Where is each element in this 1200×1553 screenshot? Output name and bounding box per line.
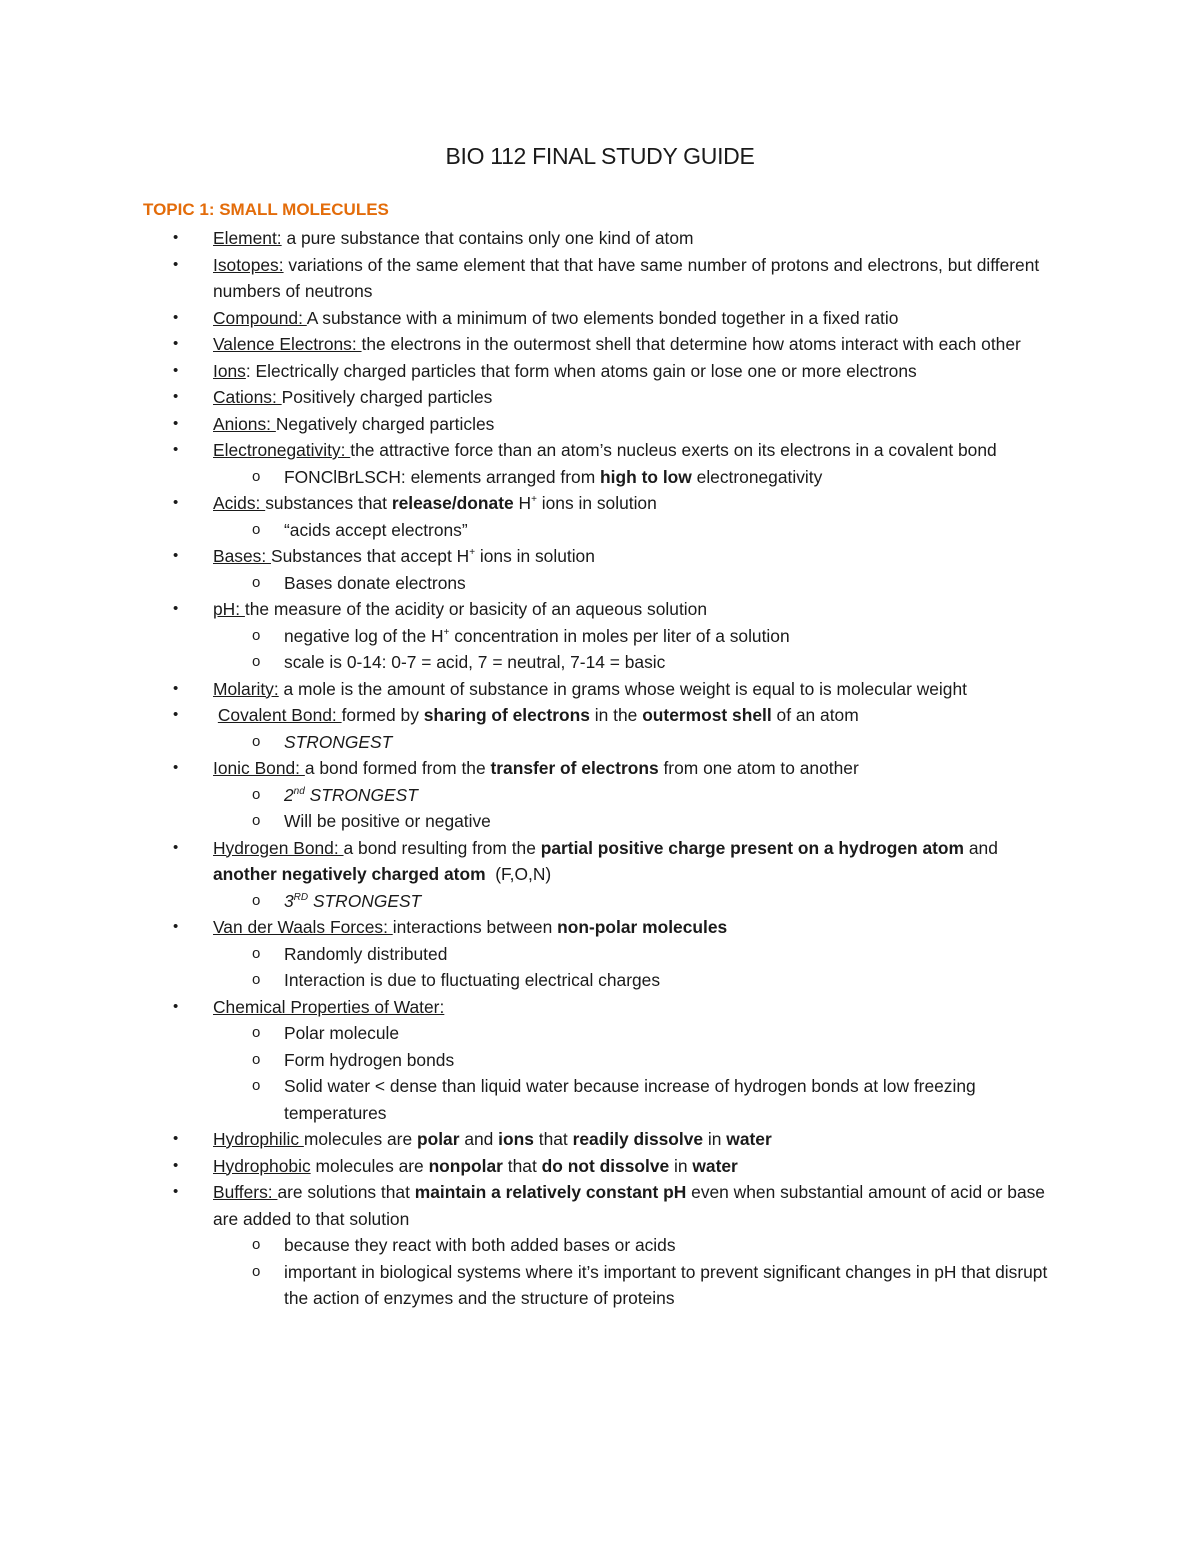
list-item <box>173 384 1060 411</box>
body-text: H <box>513 493 532 513</box>
list-item <box>173 331 1060 358</box>
sub-bullet-icon: o <box>252 1077 261 1094</box>
body-text: of an atom <box>771 705 859 725</box>
emphasis-text: nonpolar <box>428 1155 503 1176</box>
body-text: in the <box>589 705 643 725</box>
emphasis-text: readily dissolve <box>572 1129 704 1149</box>
body-text: the measure of the acidity or basicity of an aqueous solution <box>244 599 707 619</box>
term-label: Element: <box>213 228 282 248</box>
bullet-icon: • <box>173 706 179 723</box>
list-item <box>173 994 1060 1021</box>
body-text: Randomly distributed <box>284 943 448 964</box>
bullet-icon: • <box>173 1183 179 1200</box>
body-text: electronegativity <box>691 466 823 487</box>
sub-bullet-icon: o <box>252 785 261 803</box>
term-label: Acids: <box>213 493 266 513</box>
term-label: Van der Waals Forces: <box>213 917 393 937</box>
list-item <box>173 1153 1060 1180</box>
list-item <box>173 437 1060 464</box>
body-text: Polar molecule <box>284 1023 400 1043</box>
term-label: Compound: <box>213 307 307 328</box>
list-item <box>173 914 1060 941</box>
emphasis-text: ions <box>498 1129 534 1149</box>
list-item <box>173 676 1060 703</box>
emphasis-text: outermost shell <box>642 705 772 725</box>
bullet-icon: • <box>173 308 179 326</box>
list-item <box>173 755 1060 782</box>
sub-list-item <box>252 941 1060 968</box>
body-text: Substances that accept H <box>271 546 470 566</box>
body-text: a bond formed from the <box>304 758 491 778</box>
sub-list-item <box>252 517 1060 544</box>
italic-text: 3 <box>284 890 294 911</box>
body-text: ions in solution <box>475 546 595 566</box>
sub-list-item <box>252 464 1060 491</box>
sub-bullet-icon: o <box>252 891 261 909</box>
list-item <box>173 1179 1060 1232</box>
list-item <box>173 411 1060 438</box>
bullet-icon: • <box>173 388 179 405</box>
emphasis-text: do not dissolve <box>541 1155 670 1176</box>
bullet-icon: • <box>173 997 179 1015</box>
superscript-text: + <box>531 494 537 506</box>
list-item <box>173 702 1060 729</box>
italic-text: STRONGEST <box>308 890 422 911</box>
body-text: are solutions that <box>277 1182 415 1202</box>
term-label: Hydrophilic <box>213 1129 304 1149</box>
term-label: pH: <box>213 599 245 619</box>
body-text: Interaction is due to fluctuating electrical charges <box>284 970 661 990</box>
emphasis-text: maintain a relatively constant pH <box>414 1182 687 1202</box>
superscript-text: + <box>443 626 450 638</box>
list-item <box>173 252 1060 305</box>
body-text: interactions between <box>392 917 558 937</box>
bullet-icon: • <box>173 838 179 856</box>
body-text: the electrons in the outermost shell that determine how atoms interact with each other <box>361 334 1021 354</box>
sub-bullet-icon: o <box>252 1050 261 1068</box>
italic-text: 2 <box>284 784 294 805</box>
body-text: the attractive force than an atom’s nucleus exerts on its electrons in a covalent bond <box>350 440 997 460</box>
body-text: FONClBrLSCH: elements arranged from <box>284 466 601 487</box>
bullet-icon: • <box>173 759 179 776</box>
term-label: Isotopes: <box>213 254 284 275</box>
body-text: variations of the same element that that have same number of protons and electrons, but different numbers of neutrons <box>213 254 1045 301</box>
body-text: formed by <box>341 705 424 725</box>
list-item <box>173 835 1060 888</box>
list-item <box>173 305 1060 332</box>
body-text: “acids accept electrons” <box>284 519 468 540</box>
body-text: and <box>459 1129 499 1149</box>
bullet-icon: • <box>173 679 179 697</box>
sub-list-item <box>252 649 1060 676</box>
body-text: scale is 0-14: 0-7 = acid, 7 = neutral, 7-14 = basic <box>284 652 666 672</box>
list-item <box>173 225 1060 252</box>
body-text: Positively charged particles <box>281 387 493 407</box>
emphasis-text: to low <box>641 466 692 487</box>
emphasis-text: high <box>600 466 637 487</box>
sub-bullet-icon: o <box>252 467 261 485</box>
italic-text: STRONGEST <box>304 784 418 805</box>
superscript-text: RD <box>293 891 309 903</box>
sub-bullet-icon: o <box>252 520 261 538</box>
sub-list-item <box>252 729 1060 756</box>
body-text: from one atom to another <box>658 758 859 778</box>
emphasis-text: non-polar molecules <box>557 917 728 937</box>
study-guide-list <box>0 225 1200 1312</box>
body-text: Solid water < dense than liquid water because increase of hydrogen bonds at low freezing temperatures <box>284 1076 981 1123</box>
sub-list-item <box>252 782 1060 809</box>
superscript-text: nd <box>293 785 305 797</box>
bullet-icon: • <box>173 600 179 617</box>
sub-bullet-icon: o <box>252 573 261 591</box>
body-text: important in biological systems where it’s important to prevent significant changes in pH that disrupt the action of enzymes and the structure of proteins <box>284 1261 1053 1308</box>
sub-list-item <box>252 570 1060 597</box>
sub-list-item <box>252 623 1060 650</box>
body-text: A substance with a minimum of two elements bonded together in a fixed ratio <box>306 307 899 328</box>
sub-list-item <box>252 1047 1060 1074</box>
body-text: in <box>703 1129 727 1149</box>
sub-bullet-icon: o <box>252 732 261 750</box>
emphasis-text: release/donate <box>391 493 514 513</box>
term-label: Electronegativity: <box>213 440 351 460</box>
sub-bullet-icon: o <box>252 944 261 962</box>
term-label: Chemical Properties of Water: <box>213 996 445 1017</box>
body-text: that <box>502 1155 542 1176</box>
term-label: Anions: <box>213 413 276 434</box>
emphasis-text: another negatively charged atom <box>213 864 486 884</box>
list-item <box>173 358 1060 385</box>
emphasis-text: water <box>726 1129 772 1149</box>
sub-list-item <box>252 1259 1060 1312</box>
body-text: (F,O,N) <box>485 864 552 884</box>
body-text: a mole is the amount of substance in grams whose weight is equal to is molecular weight <box>278 678 967 699</box>
bullet-icon: • <box>173 441 179 458</box>
body-text: Will be positive or negative <box>284 811 491 831</box>
body-text: ions in solution <box>536 493 657 513</box>
topic-heading: TOPIC 1: SMALL MOLECULES <box>143 200 389 219</box>
body-text: : Electrically charged particles that form when atoms gain or lose one or more electrons <box>245 360 917 381</box>
bullet-icon: • <box>173 414 179 432</box>
superscript-text: + <box>469 547 476 559</box>
body-text: in <box>669 1155 693 1176</box>
sub-bullet-icon: o <box>252 812 261 829</box>
bullet-icon: • <box>173 229 179 246</box>
sub-list-item <box>252 1020 1060 1047</box>
term-label: Hydrogen Bond: <box>213 837 344 858</box>
bullet-icon: • <box>173 361 179 379</box>
bullet-icon: • <box>173 255 179 273</box>
bullet-icon: • <box>173 918 179 935</box>
emphasis-text: sharing of electrons <box>423 705 590 725</box>
bullet-icon: • <box>173 1156 179 1174</box>
sub-list-item <box>252 967 1060 994</box>
term-label: Buffers: <box>213 1182 278 1202</box>
body-text: because they react with both added bases or acids <box>284 1235 676 1255</box>
sub-bullet-icon: o <box>252 626 261 644</box>
bullet-icon: • <box>173 494 179 511</box>
body-text: molecules are <box>303 1129 417 1149</box>
sub-list-item <box>252 888 1060 915</box>
body-text: a bond resulting from the <box>343 837 541 858</box>
term-label: Ions <box>213 360 246 381</box>
bullet-icon: • <box>173 335 179 352</box>
emphasis-text: partial positive charge present on a hydrogen atom <box>540 837 965 858</box>
sub-list-item <box>252 808 1060 835</box>
body-text: negative log of the H <box>284 625 444 646</box>
emphasis-text: polar <box>416 1129 460 1149</box>
sub-bullet-icon: o <box>252 1236 261 1253</box>
bullet-icon: • <box>173 547 179 564</box>
italic-text: STRONGEST <box>284 731 393 752</box>
term-label: Valence Electrons: <box>213 334 362 354</box>
body-text: concentration in moles per liter of a solution <box>449 625 790 646</box>
body-text: and <box>964 837 1003 858</box>
sub-bullet-icon: o <box>252 653 261 670</box>
body-text: Form hydrogen bonds <box>284 1049 455 1070</box>
list-item <box>173 1126 1060 1153</box>
term-label: Covalent Bond: <box>217 705 342 725</box>
sub-list-item <box>252 1232 1060 1259</box>
term-label: Cations: <box>213 387 282 407</box>
sub-bullet-icon: o <box>252 971 261 988</box>
body-text: substances that <box>265 493 392 513</box>
body-text: molecules are <box>310 1155 429 1176</box>
sub-list-item <box>252 1073 1060 1126</box>
body-text: even when substantial amount of acid or base are added to that solution <box>213 1182 1050 1229</box>
emphasis-text: transfer of electrons <box>490 758 659 778</box>
bullet-icon: • <box>173 1130 179 1147</box>
list-item <box>173 490 1060 517</box>
body-text: Bases donate electrons <box>284 572 466 593</box>
body-text: Negatively charged particles <box>275 413 495 434</box>
body-text: that <box>533 1129 573 1149</box>
document-title: BIO 112 FINAL STUDY GUIDE <box>445 143 755 169</box>
term-label: Ionic Bond: <box>213 758 305 778</box>
list-item <box>173 543 1060 570</box>
term-label: Hydrophobic <box>213 1155 311 1176</box>
body-text: a pure substance that contains only one kind of atom <box>281 228 694 248</box>
term-label: Molarity: <box>213 678 279 699</box>
sub-bullet-icon: o <box>252 1262 261 1280</box>
emphasis-text: water <box>692 1155 738 1176</box>
list-item <box>173 596 1060 623</box>
sub-bullet-icon: o <box>252 1024 261 1041</box>
term-label: Bases: <box>213 546 271 566</box>
